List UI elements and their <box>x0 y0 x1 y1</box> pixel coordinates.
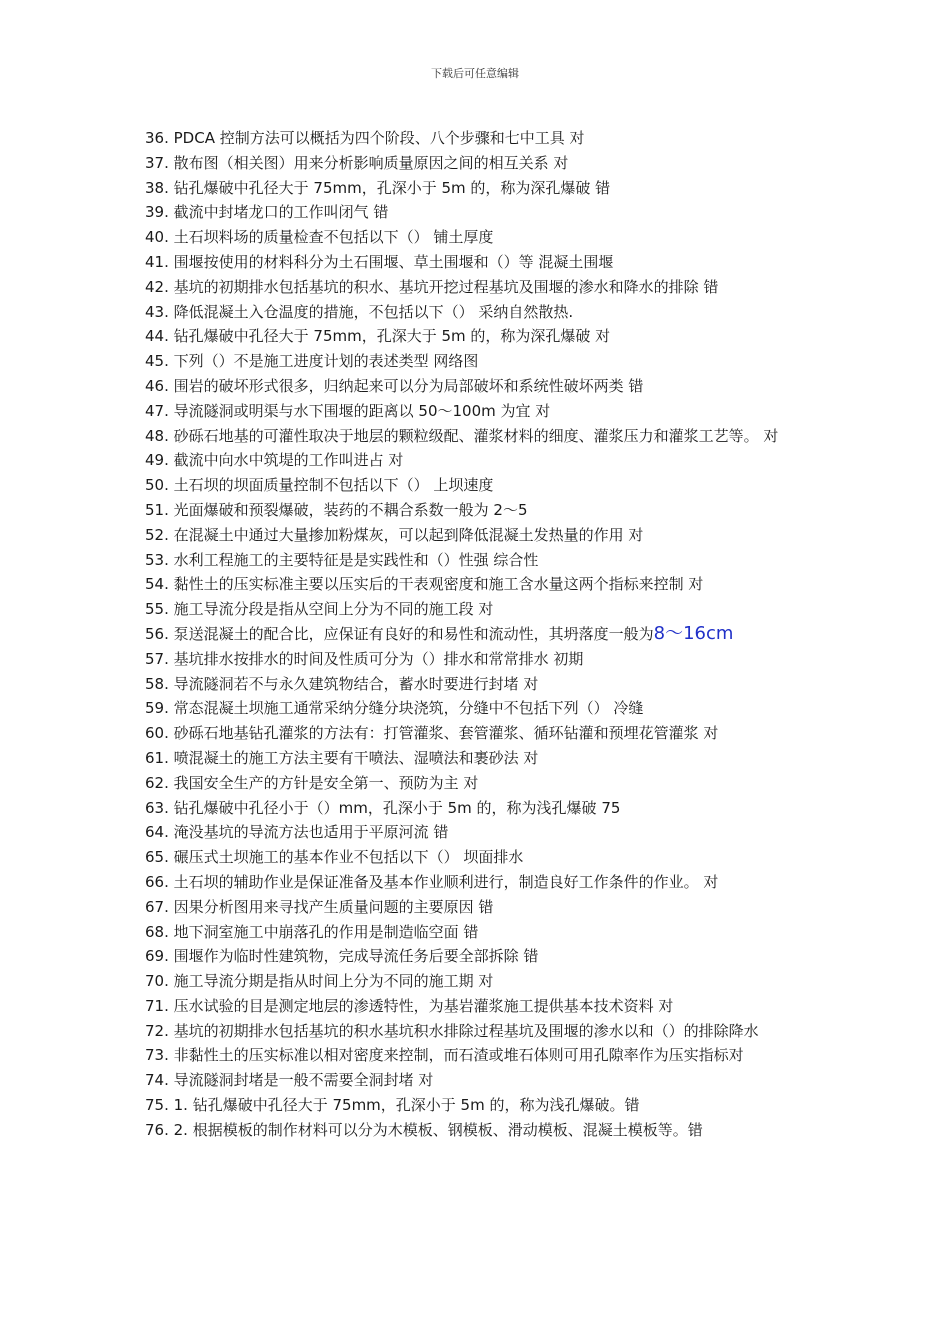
question-text: 泵送混凝土的配合比，应保证有良好的和易性和流动性，其坍落度一般为 <box>168 624 654 643</box>
question-item <box>145 796 810 821</box>
question-number: 54. <box>145 575 169 594</box>
question-number: 59. <box>145 699 169 718</box>
question-text: 光面爆破和预裂爆破，装药的不耦合系数一般为 2～5 <box>168 500 528 519</box>
question-number: 75. <box>145 1096 169 1115</box>
question-text: 地下洞室施工中崩落孔的作用是制造临空面 错 <box>168 922 479 941</box>
question-item <box>145 300 810 325</box>
question-number: 39. <box>145 203 169 222</box>
question-item <box>145 994 810 1019</box>
question-text: 碾压式土坝施工的基本作业不包括以下（） 坝面排水 <box>168 848 524 867</box>
question-text: 淹没基坑的导流方法也适用于平原河流 错 <box>168 823 449 842</box>
question-item <box>145 969 810 994</box>
question-item <box>145 275 810 300</box>
question-item <box>145 1093 810 1118</box>
question-number: 66. <box>145 872 169 891</box>
question-text: 围堰作为临时性建筑物，完成导流任务后要全部拆除 错 <box>168 947 539 966</box>
question-text: 1. 钻孔爆破中孔径大于 75mm，孔深小于 5m 的，称为浅孔爆破。错 <box>168 1096 640 1115</box>
question-number: 51. <box>145 500 169 519</box>
question-text: 喷混凝土的施工方法主要有干喷法、湿喷法和裹砂法 对 <box>168 748 539 767</box>
question-number: 76. <box>145 1120 169 1139</box>
question-text: 下列（）不是施工进度计划的表述类型 网络图 <box>168 352 479 371</box>
question-number: 62. <box>145 773 169 792</box>
question-number: 60. <box>145 724 169 743</box>
question-item <box>145 523 810 548</box>
question-text: 砂砾石地基的可灌性取决于地层的颗粒级配、灌浆材料的细度、灌浆压力和灌浆工艺等。 对 <box>168 426 779 445</box>
question-number: 48. <box>145 426 169 445</box>
question-number: 45. <box>145 352 169 371</box>
question-text: 钻孔爆破中孔径大于 75mm，孔深小于 5m 的，称为深孔爆破 错 <box>168 178 611 197</box>
question-text: 土石坝的辅助作业是保证准备及基本作业顺利进行，制造良好工作条件的作业。 对 <box>168 872 719 891</box>
question-number: 38. <box>145 178 169 197</box>
question-item <box>145 399 810 424</box>
question-number: 46. <box>145 376 169 395</box>
question-number: 57. <box>145 649 169 668</box>
question-text: 基坑的初期排水包括基坑的积水、基坑开挖过程基坑及围堰的渗水和降水的排除 错 <box>168 277 719 296</box>
question-number: 55. <box>145 600 169 619</box>
question-text: 导流隧洞或明渠与水下围堰的距离以 50～100m 为宜 对 <box>168 401 551 420</box>
question-item <box>145 151 810 176</box>
question-text: 非黏性土的压实标准以相对密度来控制，而石渣或堆石体则可用孔隙率作为压实指标对 <box>168 1046 744 1065</box>
question-item <box>145 374 810 399</box>
question-item <box>145 920 810 945</box>
question-number: 41. <box>145 252 169 271</box>
question-number: 72. <box>145 1021 169 1040</box>
question-text: 基坑排水按排水的时间及性质可分为（）排水和常常排水 初期 <box>168 649 584 668</box>
question-number: 65. <box>145 848 169 867</box>
highlighted-answer: 8～16cm <box>653 622 734 644</box>
question-item <box>145 1019 810 1044</box>
question-text: 砂砾石地基钻孔灌浆的方法有：打管灌浆、套管灌浆、循环钻灌和预埋花管灌浆 对 <box>168 724 719 743</box>
question-text: 施工导流分段是指从空间上分为不同的施工段 对 <box>168 600 494 619</box>
question-item <box>145 324 810 349</box>
question-item <box>145 1118 810 1143</box>
question-item <box>145 424 810 449</box>
question-number: 42. <box>145 277 169 296</box>
question-item <box>145 696 810 721</box>
question-item <box>145 1043 810 1068</box>
question-number: 37. <box>145 153 169 172</box>
question-item <box>145 647 810 672</box>
question-number: 61. <box>145 748 169 767</box>
question-number: 71. <box>145 996 169 1015</box>
question-item <box>145 548 810 573</box>
question-text: 在混凝土中通过大量掺加粉煤灰，可以起到降低混凝土发热量的作用 对 <box>168 525 644 544</box>
question-number: 52. <box>145 525 169 544</box>
question-item <box>145 597 810 622</box>
question-text: 土石坝料场的质量检查不包括以下（） 铺土厚度 <box>168 228 494 247</box>
question-item <box>145 672 810 697</box>
question-text: 常态混凝土坝施工通常采纳分缝分块浇筑，分缝中不包括下列（） 冷缝 <box>168 699 644 718</box>
question-number: 69. <box>145 947 169 966</box>
question-list <box>145 126 810 1143</box>
question-number: 50. <box>145 476 169 495</box>
question-text: 导流隧洞若不与永久建筑物结合，蓄水时要进行封堵 对 <box>168 674 539 693</box>
question-text: 围堰按使用的材料科分为土石围堰、草土围堰和（）等 混凝土围堰 <box>168 252 614 271</box>
question-text: 截流中封堵龙口的工作叫闭气 错 <box>168 203 389 222</box>
question-item <box>145 870 810 895</box>
question-text: 散布图（相关图）用来分析影响质量原因之间的相互关系 对 <box>168 153 569 172</box>
question-item <box>145 126 810 151</box>
question-text: 黏性土的压实标准主要以压实后的干表观密度和施工含水量这两个指标来控制 对 <box>168 575 704 594</box>
question-item <box>145 473 810 498</box>
question-number: 47. <box>145 401 169 420</box>
question-item <box>145 721 810 746</box>
question-text: 钻孔爆破中孔径小于（）mm，孔深小于 5m 的，称为浅孔爆破 75 <box>168 798 621 817</box>
question-item <box>145 845 810 870</box>
question-item <box>145 250 810 275</box>
question-item <box>145 944 810 969</box>
question-number: 63. <box>145 798 169 817</box>
question-text: 截流中向水中筑堤的工作叫进占 对 <box>168 451 404 470</box>
question-text: 导流隧洞封堵是一般不需要全洞封堵 对 <box>168 1071 434 1090</box>
question-number: 68. <box>145 922 169 941</box>
question-item <box>145 498 810 523</box>
question-item <box>145 200 810 225</box>
question-item <box>145 349 810 374</box>
question-number: 70. <box>145 972 169 991</box>
question-number: 58. <box>145 674 169 693</box>
question-item <box>145 622 810 647</box>
question-item <box>145 176 810 201</box>
question-text: 钻孔爆破中孔径大于 75mm，孔深大于 5m 的，称为深孔爆破 对 <box>168 327 611 346</box>
question-number: 73. <box>145 1046 169 1065</box>
question-item <box>145 448 810 473</box>
question-number: 40. <box>145 228 169 247</box>
question-number: 36. <box>145 129 169 147</box>
question-text: 围岩的破坏形式很多，归纳起来可以分为局部破坏和系统性破坏两类 错 <box>168 376 644 395</box>
question-item <box>145 895 810 920</box>
question-text: 2. 根据模板的制作材料可以分为木模板、钢模板、滑动模板、混凝土模板等。错 <box>168 1120 703 1139</box>
question-text: 压水试验的目是测定地层的渗透特性，为基岩灌浆施工提供基本技术资料 对 <box>168 996 674 1015</box>
question-item <box>145 225 810 250</box>
question-number: 44. <box>145 327 169 346</box>
question-item <box>145 771 810 796</box>
question-item <box>145 820 810 845</box>
question-text: 基坑的初期排水包括基坑的积水基坑积水排除过程基坑及围堰的渗水以和（）的排除降水 <box>168 1021 759 1040</box>
question-item <box>145 1068 810 1093</box>
question-text: 因果分析图用来寻找产生质量问题的主要原因 错 <box>168 897 494 916</box>
page-header: 下载后可任意编辑 <box>431 67 519 80</box>
question-number: 64. <box>145 823 169 842</box>
question-text: 水利工程施工的主要特征是是实践性和（）性强 综合性 <box>168 550 539 569</box>
question-text: 土石坝的坝面质量控制不包括以下（） 上坝速度 <box>168 476 494 495</box>
question-number: 49. <box>145 451 169 470</box>
question-number: 74. <box>145 1071 169 1090</box>
question-text: 我国安全生产的方针是安全第一、预防为主 对 <box>168 773 479 792</box>
question-text: 降低混凝土入仓温度的措施，不包括以下（） 采纳自然散热. <box>168 302 574 321</box>
question-text: 施工导流分期是指从时间上分为不同的施工期 对 <box>168 972 494 991</box>
question-number: 43. <box>145 302 169 321</box>
question-number: 56. <box>145 624 169 643</box>
question-number: 67. <box>145 897 169 916</box>
question-text: PDCA 控制方法可以概括为四个阶段、八个步骤和七中工具 对 <box>168 129 585 147</box>
question-item <box>145 746 810 771</box>
question-item <box>145 572 810 597</box>
question-number: 53. <box>145 550 169 569</box>
